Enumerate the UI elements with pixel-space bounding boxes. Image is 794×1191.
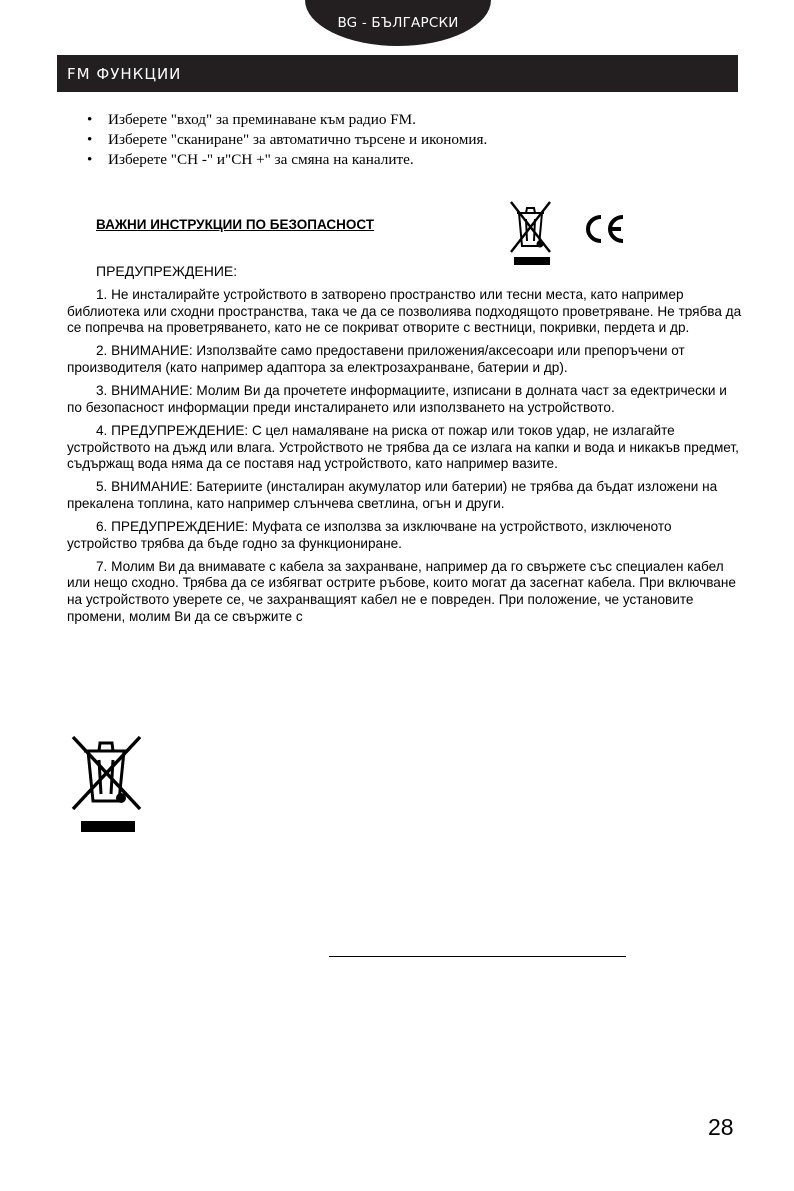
warning-label: ПРЕДУПРЕЖДЕНИЕ: bbox=[96, 263, 238, 279]
instruction-item: 3. ВНИМАНИЕ: Молим Ви да прочетете информациите, изписани в долната част за едектрически и по безопасност информации преди инсталирането или използването на устройството. bbox=[67, 383, 727, 415]
ce-mark-icon bbox=[583, 213, 627, 245]
language-tab-label: BG - БЪЛГАРСКИ bbox=[337, 15, 459, 31]
instruction-item: 6. ПРЕДУПРЕЖДЕНИЕ: Муфата се използва за изключване на устройството, изключеното устройство трябва да бъде годно за функциониране. bbox=[67, 519, 672, 551]
instruction-item: 7. Молим Ви да внимавате с кабела за захранване, например да го свържете със специален кабел или нещо сходно. Трябва да се избягват острите ръбове, които могат да засегнат кабела. При включване на устройството уверете се, че захранващият кабел не е повреден. При положение, че установите промени, молим Ви да се свържите с bbox=[67, 558, 736, 624]
list-item-text: Изберете "CH -" и"CH +" за смяна на каналите. bbox=[108, 151, 414, 168]
instruction-item: 4. ПРЕДУПРЕЖДЕНИЕ: С цел намаляване на риска от пожар или токов удар, не излагайте устройството на дъжд или влага. Устройството не трябва да се излага на капки и вода и никакъв предмет, съдържащ вода няма да се поставя над устройството, като например вазите. bbox=[67, 422, 739, 472]
list-item bbox=[82, 110, 487, 130]
fm-functions-list bbox=[82, 110, 487, 170]
section-header-bar bbox=[57, 55, 738, 92]
list-item-text: Изберете "вход" за преминаване към радио FM. bbox=[108, 111, 416, 128]
bullet: • bbox=[87, 151, 93, 168]
instruction-item: 2. ВНИМАНИЕ: Използвайте само предоставени приложения/аксесоари или препоръчени от производителя (като например адаптора за електрозахранване, батерии и др). bbox=[67, 343, 685, 375]
bullet: • bbox=[87, 111, 93, 128]
list-item-text: Изберете "сканиране" за автоматично търсене и икономия. bbox=[108, 131, 488, 148]
divider-line bbox=[329, 956, 626, 957]
language-tab bbox=[305, 0, 491, 46]
instruction-item: 5. ВНИМАНИЕ: Батериите (инсталиран акумулатор или батерии) не трябва да бъдат изложени на прекалена топлина, като например слънчева светлина, огън и други. bbox=[67, 479, 718, 511]
list-item bbox=[82, 130, 487, 150]
safety-instructions bbox=[67, 287, 743, 632]
section-title: FM ФУНКЦИИ bbox=[67, 65, 182, 83]
list-item bbox=[82, 150, 487, 170]
instruction-item: 1. Не инсталирайте устройството в затворено пространство или тесни места, като например библиотека или сходни пространства, така че да се позволиява подходящото проветряване. Не трябва да се попречва на проветряването, като не се покриват отворите с вестници, покривки, пердета и др. bbox=[67, 287, 742, 336]
bullet: • bbox=[87, 131, 93, 148]
weee-bin-icon bbox=[505, 199, 555, 265]
weee-bin-large-icon bbox=[66, 733, 146, 833]
page-number: 28 bbox=[708, 1114, 734, 1140]
safety-title: ВАЖНИ ИНСТРУКЦИИ ПО БЕЗОПАСНОСТ bbox=[96, 217, 375, 232]
